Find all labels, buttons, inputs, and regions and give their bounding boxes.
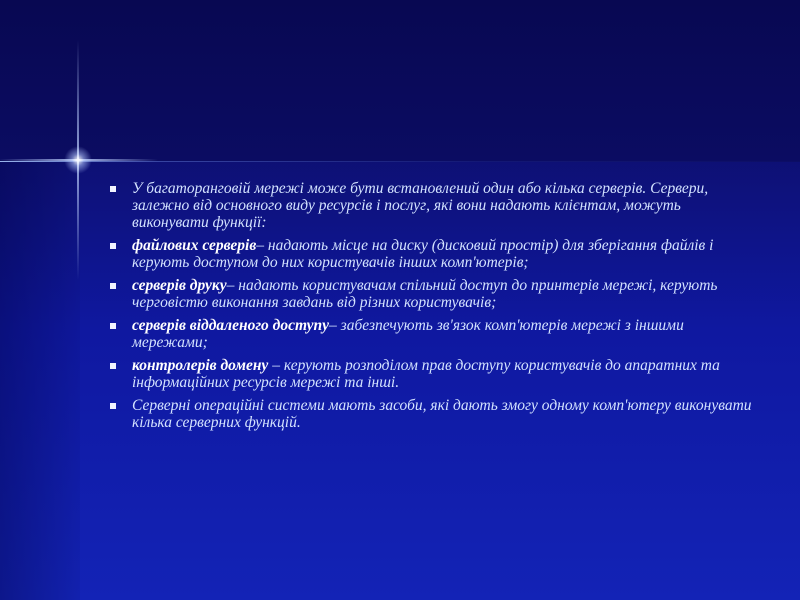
bullet-item: [108, 317, 758, 351]
bullet-item: [108, 397, 758, 431]
slide-left-band: [0, 160, 80, 600]
bullet-list: [108, 180, 758, 431]
bullet-term: серверів віддаленого доступу: [132, 317, 330, 334]
square-bullet-icon: [110, 186, 116, 192]
bullet-term: контролерів домену: [132, 357, 269, 374]
bullet-item: [108, 180, 758, 231]
bullet-text: – надають користувачам спільний доступ до принтерів мережі, керують черговістю виконання завдань від різних користувачів;: [132, 277, 718, 311]
bullet-term: серверів друку: [132, 277, 227, 294]
bullet-text: У багаторанговій мережі може бути встановлений один або кілька серверів. Сервери, залежно від основного виду ресурсів і послуг, які вони надають клієнтам, можуть виконувати функції:: [132, 180, 709, 231]
square-bullet-icon: [110, 243, 116, 249]
square-bullet-icon: [110, 363, 116, 369]
bullet-text: – керують розподілом прав доступу користувачів до апаратних та інформаційних ресурсів мережі та інші.: [132, 357, 720, 391]
bullet-text: – забезпечують зв'язок комп'ютерів мережі з іншими мережами;: [132, 317, 684, 351]
bullet-term: файлових серверів: [132, 237, 257, 254]
square-bullet-icon: [110, 403, 116, 409]
bullet-text: – надають місце на диску (дисковий простір) для зберігання файлів і керують доступом до них користувачів інших комп'ютерів;: [132, 237, 714, 271]
square-bullet-icon: [110, 323, 116, 329]
bullet-item: [108, 357, 758, 391]
sparkle-star-glow: [64, 146, 92, 174]
slide-header-band: [0, 0, 800, 162]
square-bullet-icon: [110, 283, 116, 289]
bullet-text: Серверні операційні системи мають засоби, які дають змогу одному комп'ютеру виконувати кілька серверних функцій.: [132, 397, 752, 431]
bullet-item: [108, 277, 758, 311]
divider-rule: [0, 161, 800, 162]
bullet-item: [108, 237, 758, 271]
slide-content: [108, 180, 758, 437]
